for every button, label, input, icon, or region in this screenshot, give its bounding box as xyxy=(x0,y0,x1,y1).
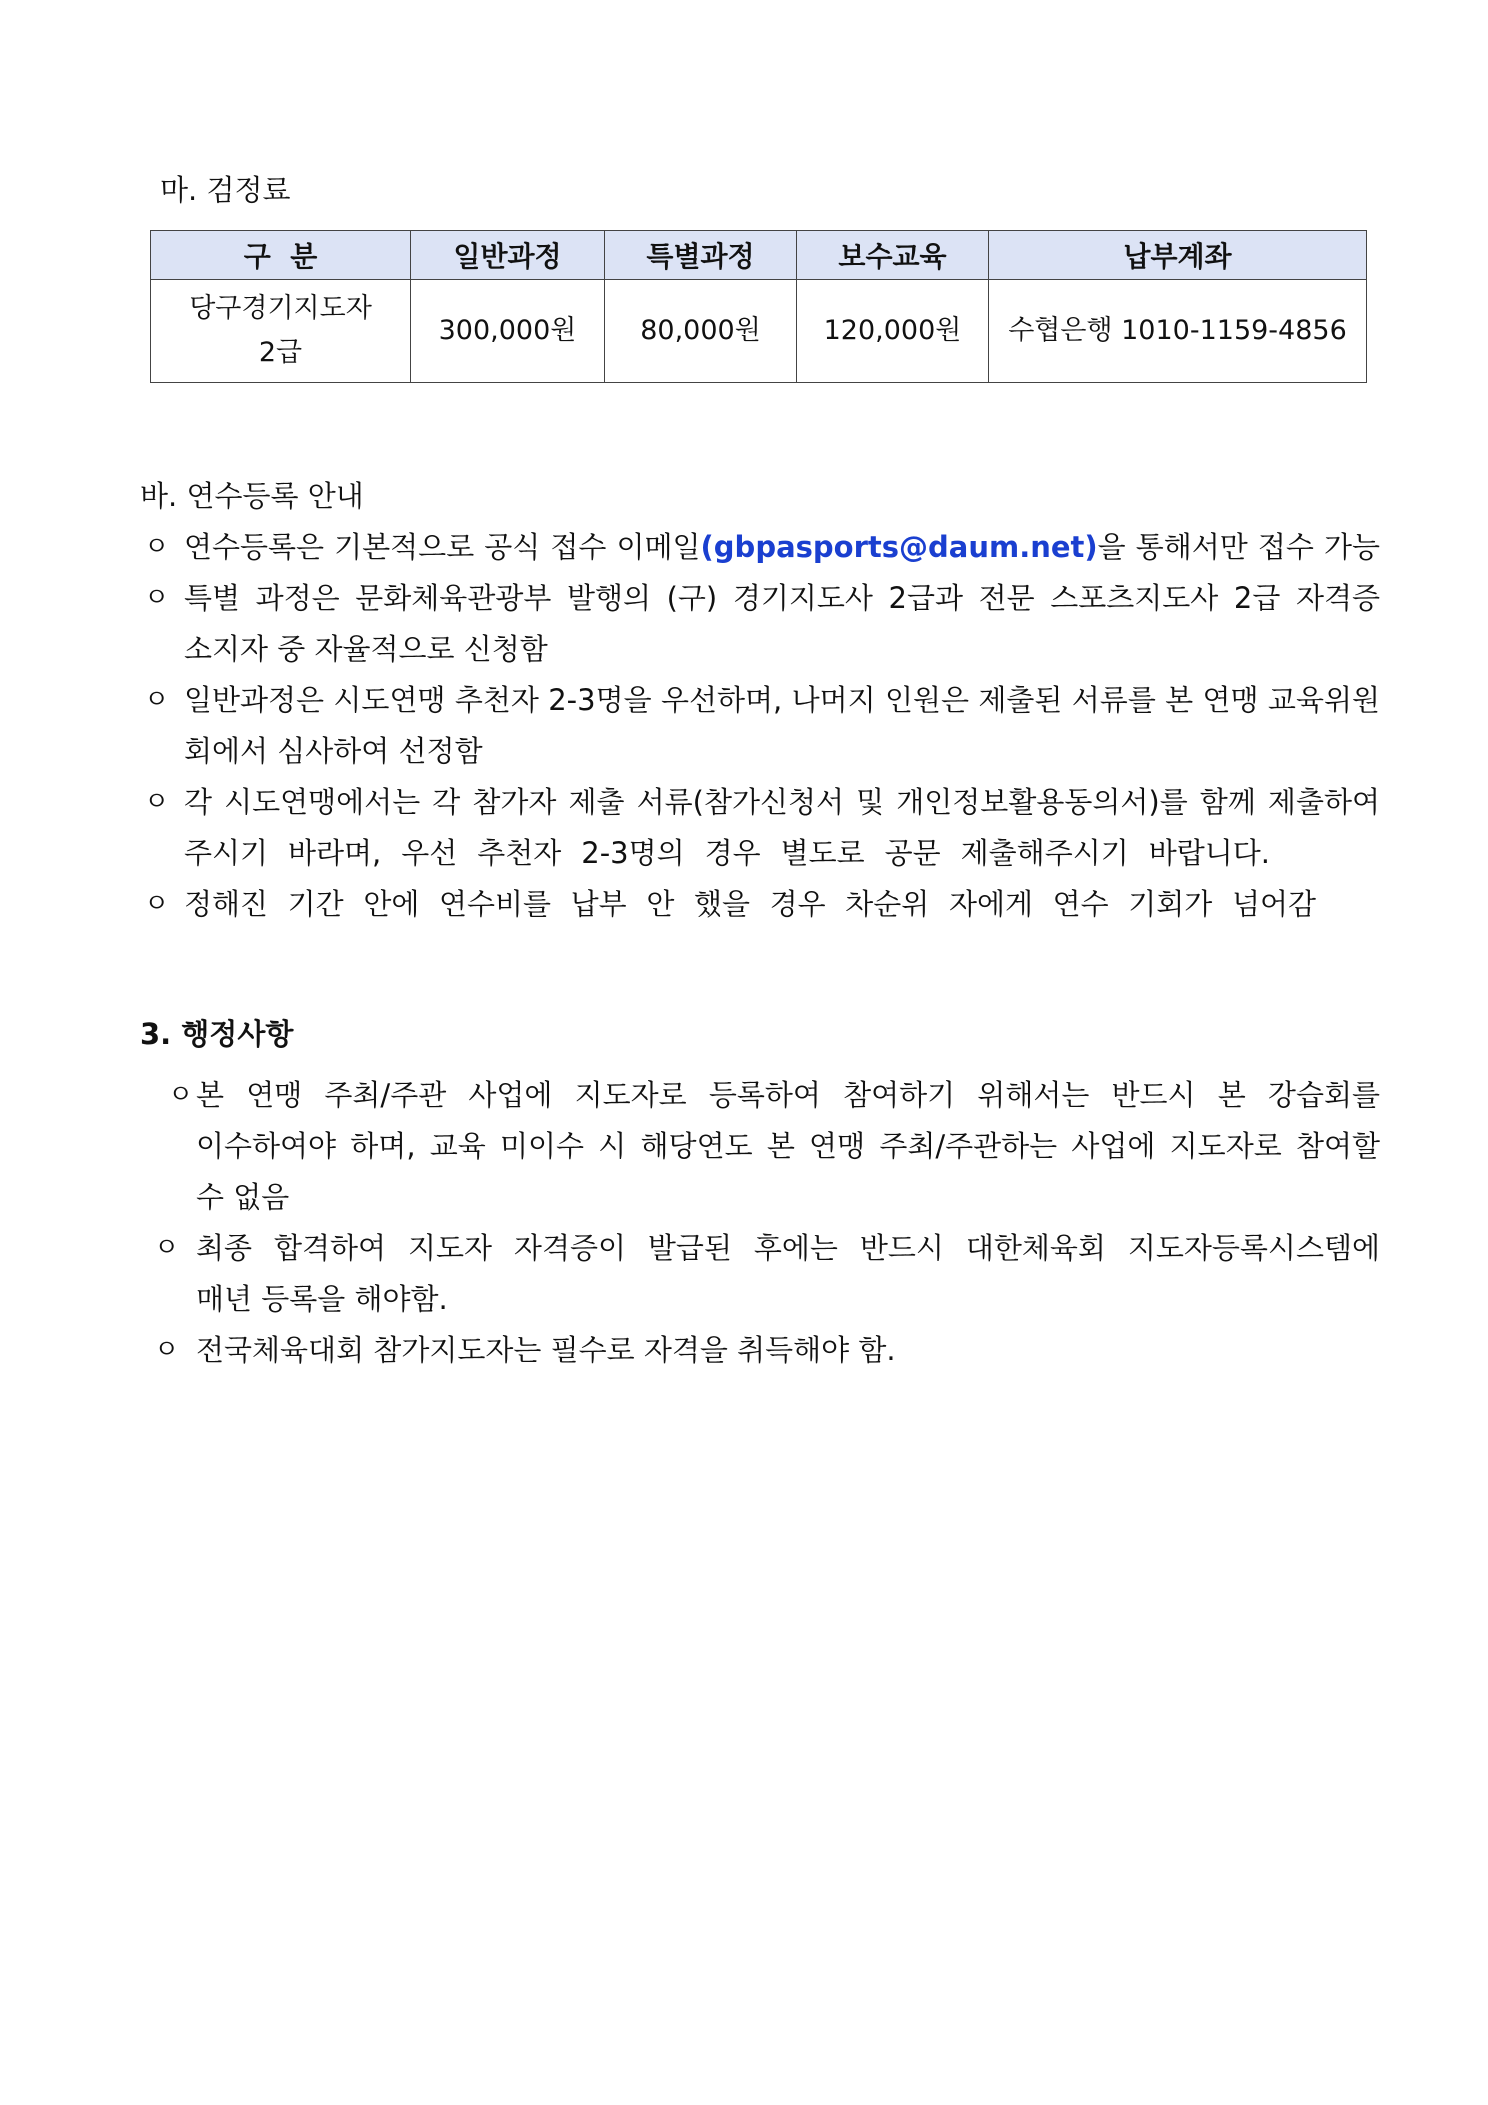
list-item xyxy=(140,879,1380,930)
item-line: 회에서 심사하여 선정함 xyxy=(184,734,483,768)
cell-refresher-fee: 120,000원 xyxy=(797,280,989,383)
list-item-continuation xyxy=(152,1274,1380,1325)
bullet-mark: ㅇ xyxy=(144,685,170,715)
section-ba-title: 바. 연수등록 안내 xyxy=(140,479,364,513)
item-line: 일반과정은 시도연맹 추천자 2-3명을 우선하며, 나머지 인원은 제출된 서류를 본 연맹 교육위원 xyxy=(184,683,1380,717)
header-special: 특별과정 xyxy=(605,231,797,280)
section-3-list xyxy=(152,1070,1380,1376)
section-3-title: 3. 행정사항 xyxy=(140,1017,294,1051)
item-line: 본 연맹 주최/주관 사업에 지도자로 등록하여 참여하기 위해서는 반드시 본 강습회를 xyxy=(196,1078,1380,1112)
header-account: 납부계좌 xyxy=(989,231,1367,280)
item-line: 수 없음 xyxy=(196,1180,290,1214)
list-item-continuation xyxy=(140,624,1380,675)
item-line: 매년 등록을 해야함. xyxy=(196,1282,448,1316)
list-item xyxy=(140,573,1380,624)
bullet-mark: ㅇ xyxy=(154,1233,180,1263)
header-refresher: 보수교육 xyxy=(797,231,989,280)
list-item-continuation xyxy=(140,828,1380,879)
list-item-continuation xyxy=(152,1121,1380,1172)
list-item xyxy=(152,1325,1380,1376)
bullet-mark: ㅇ xyxy=(144,787,170,817)
list-item xyxy=(140,675,1380,726)
item-line: 각 시도연맹에서는 각 참가자 제출 서류(참가신청서 및 개인정보활용동의서)를 함께 제출하여 xyxy=(184,785,1380,819)
cell-bank-account: 수협은행 1010-1159-4856 xyxy=(989,280,1367,383)
section-ma-title: 마. 검정료 xyxy=(160,173,291,207)
bullet-mark: ㅇ xyxy=(144,583,170,613)
category-line-1: 당구경기지도자 xyxy=(189,293,372,324)
list-item xyxy=(152,1070,1380,1121)
bullet-mark: ㅇ xyxy=(144,889,170,919)
list-item-continuation xyxy=(140,726,1380,777)
email-link[interactable]: (gbpasports@daum.net) xyxy=(700,530,1098,564)
category-line-2: 2급 xyxy=(258,337,303,368)
item-text-before: 연수등록은 기본적으로 공식 접수 이메일 xyxy=(184,530,701,564)
item-line: 특별 과정은 문화체육관광부 발행의 (구) 경기지도사 2급과 전문 스포츠지도사 2급 자격증 xyxy=(184,581,1380,615)
cell-special-fee: 80,000원 xyxy=(605,280,797,383)
item-line: 정해진 기간 안에 연수비를 납부 안 했을 경우 차순위 자에게 연수 기회가 넘어감 xyxy=(184,887,1316,921)
cell-category xyxy=(151,280,411,383)
section-ba-list xyxy=(140,522,1380,930)
item-line: 전국체육대회 참가지도자는 필수로 자격을 취득해야 함. xyxy=(196,1333,896,1367)
list-item xyxy=(152,1223,1380,1274)
list-item-continuation xyxy=(152,1172,1380,1223)
table-row xyxy=(151,280,1367,383)
item-line: 이수하여야 하며, 교육 미이수 시 해당연도 본 연맹 주최/주관하는 사업에 지도자로 참여할 xyxy=(196,1129,1380,1163)
bullet-mark: ㅇ xyxy=(168,1080,194,1110)
bullet-mark: ㅇ xyxy=(144,532,170,562)
item-text-after: 을 통해서만 접수 가능 xyxy=(1097,530,1381,564)
list-item xyxy=(140,522,1380,573)
fee-table xyxy=(150,230,1367,383)
list-item xyxy=(140,777,1380,828)
cell-general-fee: 300,000원 xyxy=(411,280,605,383)
header-general: 일반과정 xyxy=(411,231,605,280)
bullet-mark: ㅇ xyxy=(154,1335,180,1365)
item-line: 최종 합격하여 지도자 자격증이 발급된 후에는 반드시 대한체육회 지도자등록시스템에 xyxy=(196,1231,1380,1265)
fee-table-header-row xyxy=(151,231,1367,280)
header-category: 구 분 xyxy=(151,231,411,280)
item-line: 소지자 중 자율적으로 신청함 xyxy=(184,632,548,666)
item-line: 주시기 바라며, 우선 추천자 2-3명의 경우 별도로 공문 제출해주시기 바랍니다. xyxy=(184,836,1270,870)
